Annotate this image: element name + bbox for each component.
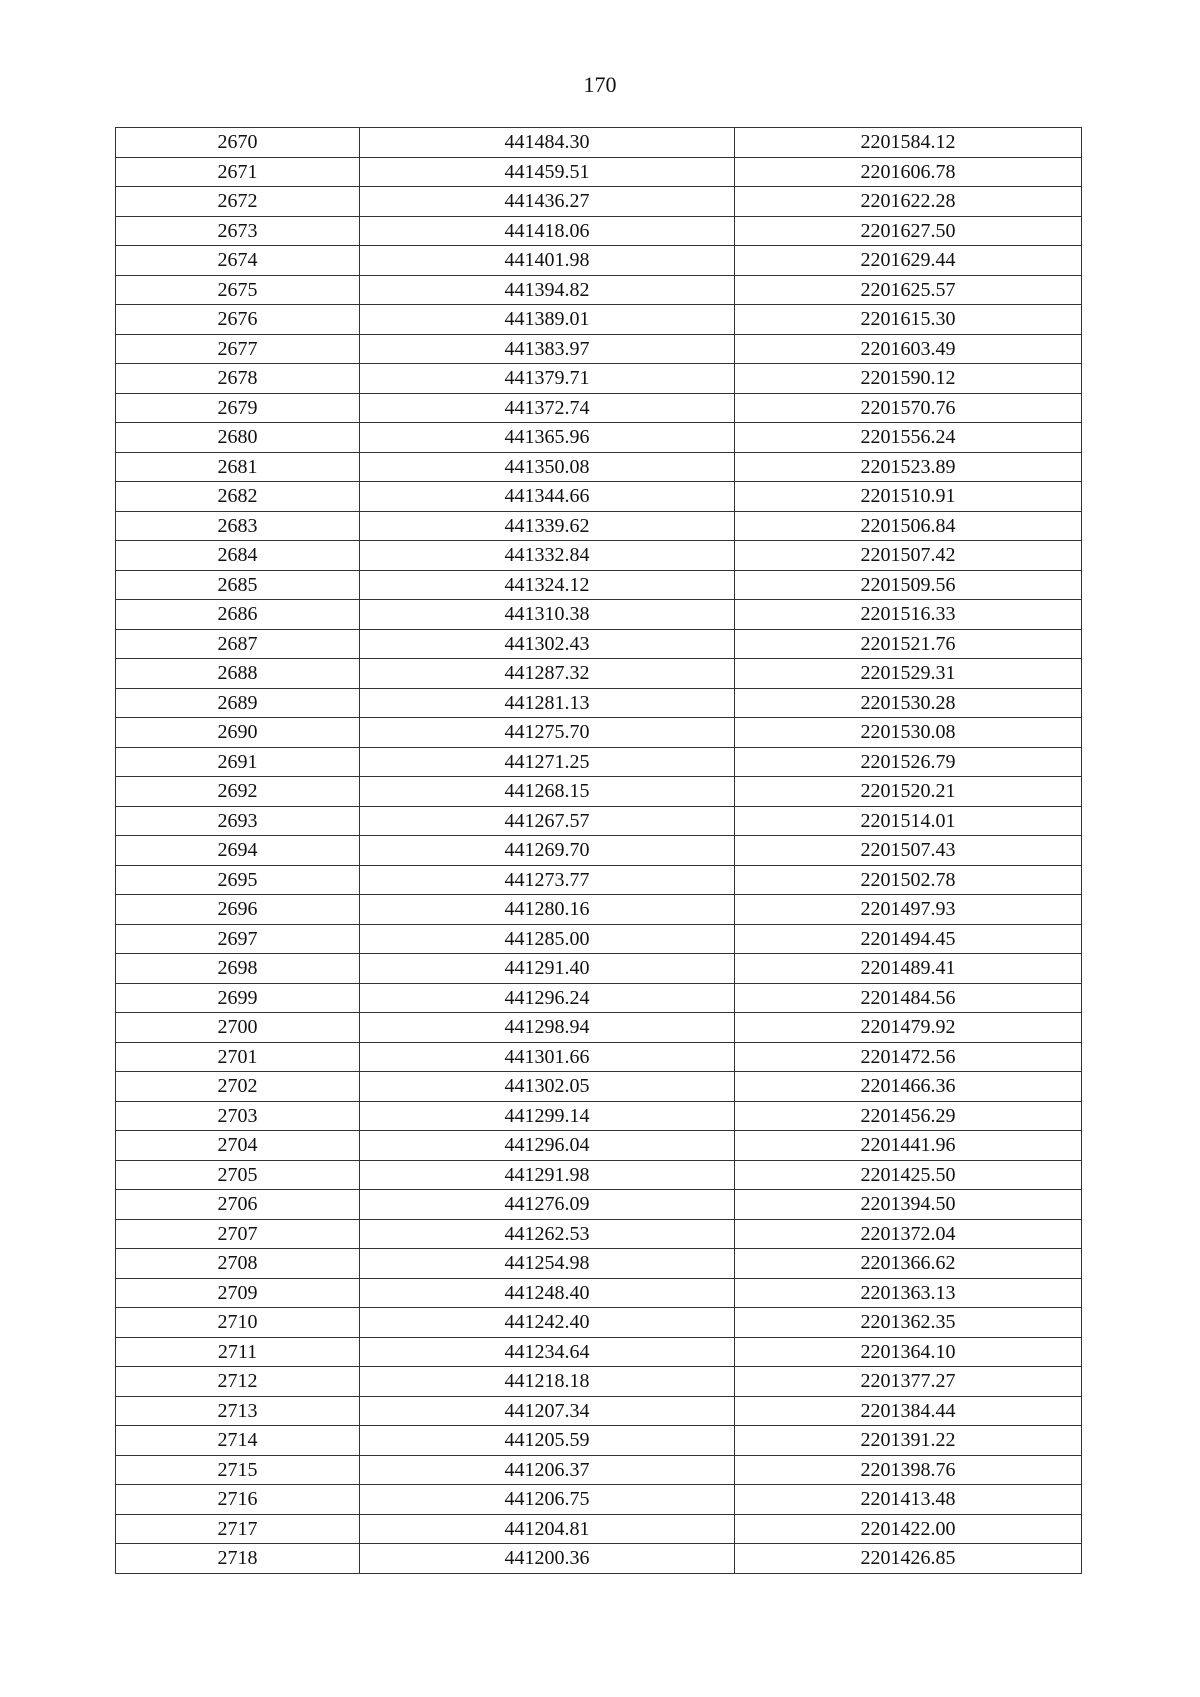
x-coordinate-cell: 441291.98 xyxy=(360,1160,735,1190)
point-number-cell: 2679 xyxy=(116,393,360,423)
x-coordinate-cell: 441389.01 xyxy=(360,305,735,335)
x-coordinate-cell: 441206.75 xyxy=(360,1485,735,1515)
x-coordinate-cell: 441291.40 xyxy=(360,954,735,984)
table-row xyxy=(116,806,1082,836)
y-coordinate-cell: 2201625.57 xyxy=(735,275,1082,305)
point-number-cell: 2703 xyxy=(116,1101,360,1131)
point-number-cell: 2685 xyxy=(116,570,360,600)
table-row xyxy=(116,1426,1082,1456)
point-number-cell: 2698 xyxy=(116,954,360,984)
table-row xyxy=(116,1101,1082,1131)
point-number-cell: 2700 xyxy=(116,1013,360,1043)
table-row xyxy=(116,187,1082,217)
point-number-cell: 2712 xyxy=(116,1367,360,1397)
point-number-cell: 2678 xyxy=(116,364,360,394)
y-coordinate-cell: 2201556.24 xyxy=(735,423,1082,453)
point-number-cell: 2690 xyxy=(116,718,360,748)
table-row xyxy=(116,541,1082,571)
table-row xyxy=(116,954,1082,984)
x-coordinate-cell: 441276.09 xyxy=(360,1190,735,1220)
table-row xyxy=(116,246,1082,276)
point-number-cell: 2714 xyxy=(116,1426,360,1456)
table-row xyxy=(116,777,1082,807)
y-coordinate-cell: 2201507.43 xyxy=(735,836,1082,866)
point-number-cell: 2691 xyxy=(116,747,360,777)
table-row xyxy=(116,924,1082,954)
point-number-cell: 2683 xyxy=(116,511,360,541)
point-number-cell: 2715 xyxy=(116,1455,360,1485)
table-row xyxy=(116,128,1082,158)
table-row xyxy=(116,1131,1082,1161)
x-coordinate-cell: 441350.08 xyxy=(360,452,735,482)
point-number-cell: 2676 xyxy=(116,305,360,335)
y-coordinate-cell: 2201364.10 xyxy=(735,1337,1082,1367)
coordinates-table xyxy=(115,127,1082,1574)
point-number-cell: 2673 xyxy=(116,216,360,246)
table-row xyxy=(116,895,1082,925)
y-coordinate-cell: 2201494.45 xyxy=(735,924,1082,954)
point-number-cell: 2681 xyxy=(116,452,360,482)
point-number-cell: 2696 xyxy=(116,895,360,925)
table-row xyxy=(116,452,1082,482)
point-number-cell: 2706 xyxy=(116,1190,360,1220)
y-coordinate-cell: 2201426.85 xyxy=(735,1544,1082,1574)
point-number-cell: 2710 xyxy=(116,1308,360,1338)
x-coordinate-cell: 441365.96 xyxy=(360,423,735,453)
y-coordinate-cell: 2201615.30 xyxy=(735,305,1082,335)
y-coordinate-cell: 2201372.04 xyxy=(735,1219,1082,1249)
x-coordinate-cell: 441280.16 xyxy=(360,895,735,925)
x-coordinate-cell: 441301.66 xyxy=(360,1042,735,1072)
point-number-cell: 2675 xyxy=(116,275,360,305)
table-row xyxy=(116,511,1082,541)
x-coordinate-cell: 441271.25 xyxy=(360,747,735,777)
point-number-cell: 2709 xyxy=(116,1278,360,1308)
y-coordinate-cell: 2201530.08 xyxy=(735,718,1082,748)
y-coordinate-cell: 2201584.12 xyxy=(735,128,1082,158)
y-coordinate-cell: 2201422.00 xyxy=(735,1514,1082,1544)
x-coordinate-cell: 441310.38 xyxy=(360,600,735,630)
y-coordinate-cell: 2201590.12 xyxy=(735,364,1082,394)
y-coordinate-cell: 2201570.76 xyxy=(735,393,1082,423)
table-row xyxy=(116,688,1082,718)
x-coordinate-cell: 441379.71 xyxy=(360,364,735,394)
x-coordinate-cell: 441204.81 xyxy=(360,1514,735,1544)
table-row xyxy=(116,747,1082,777)
x-coordinate-cell: 441302.43 xyxy=(360,629,735,659)
table-row xyxy=(116,364,1082,394)
x-coordinate-cell: 441418.06 xyxy=(360,216,735,246)
table-row xyxy=(116,1072,1082,1102)
table-row xyxy=(116,305,1082,335)
x-coordinate-cell: 441268.15 xyxy=(360,777,735,807)
table-row xyxy=(116,275,1082,305)
table-row xyxy=(116,1013,1082,1043)
table-row xyxy=(116,1278,1082,1308)
table-row xyxy=(116,1249,1082,1279)
table-row xyxy=(116,1308,1082,1338)
page-number: 170 xyxy=(583,72,617,97)
point-number-cell: 2701 xyxy=(116,1042,360,1072)
table-row xyxy=(116,1514,1082,1544)
y-coordinate-cell: 2201489.41 xyxy=(735,954,1082,984)
x-coordinate-cell: 441394.82 xyxy=(360,275,735,305)
point-number-cell: 2687 xyxy=(116,629,360,659)
table-row xyxy=(116,1219,1082,1249)
y-coordinate-cell: 2201523.89 xyxy=(735,452,1082,482)
x-coordinate-cell: 441205.59 xyxy=(360,1426,735,1456)
x-coordinate-cell: 441269.70 xyxy=(360,836,735,866)
table-row xyxy=(116,1190,1082,1220)
x-coordinate-cell: 441299.14 xyxy=(360,1101,735,1131)
y-coordinate-cell: 2201529.31 xyxy=(735,659,1082,689)
point-number-cell: 2705 xyxy=(116,1160,360,1190)
table-row xyxy=(116,482,1082,512)
x-coordinate-cell: 441248.40 xyxy=(360,1278,735,1308)
y-coordinate-cell: 2201603.49 xyxy=(735,334,1082,364)
y-coordinate-cell: 2201472.56 xyxy=(735,1042,1082,1072)
table-row xyxy=(116,1337,1082,1367)
table-row xyxy=(116,836,1082,866)
x-coordinate-cell: 441332.84 xyxy=(360,541,735,571)
x-coordinate-cell: 441275.70 xyxy=(360,718,735,748)
table-row xyxy=(116,983,1082,1013)
point-number-cell: 2711 xyxy=(116,1337,360,1367)
y-coordinate-cell: 2201510.91 xyxy=(735,482,1082,512)
point-number-cell: 2671 xyxy=(116,157,360,187)
y-coordinate-cell: 2201377.27 xyxy=(735,1367,1082,1397)
y-coordinate-cell: 2201520.21 xyxy=(735,777,1082,807)
y-coordinate-cell: 2201497.93 xyxy=(735,895,1082,925)
y-coordinate-cell: 2201366.62 xyxy=(735,1249,1082,1279)
x-coordinate-cell: 441344.66 xyxy=(360,482,735,512)
table-row xyxy=(116,718,1082,748)
point-number-cell: 2682 xyxy=(116,482,360,512)
table-row xyxy=(116,1396,1082,1426)
y-coordinate-cell: 2201514.01 xyxy=(735,806,1082,836)
point-number-cell: 2699 xyxy=(116,983,360,1013)
point-number-cell: 2702 xyxy=(116,1072,360,1102)
table-body xyxy=(116,128,1082,1574)
table-row xyxy=(116,1544,1082,1574)
point-number-cell: 2704 xyxy=(116,1131,360,1161)
y-coordinate-cell: 2201526.79 xyxy=(735,747,1082,777)
x-coordinate-cell: 441298.94 xyxy=(360,1013,735,1043)
point-number-cell: 2672 xyxy=(116,187,360,217)
x-coordinate-cell: 441207.34 xyxy=(360,1396,735,1426)
point-number-cell: 2677 xyxy=(116,334,360,364)
y-coordinate-cell: 2201627.50 xyxy=(735,216,1082,246)
x-coordinate-cell: 441262.53 xyxy=(360,1219,735,1249)
x-coordinate-cell: 441254.98 xyxy=(360,1249,735,1279)
point-number-cell: 2680 xyxy=(116,423,360,453)
table-row xyxy=(116,334,1082,364)
point-number-cell: 2713 xyxy=(116,1396,360,1426)
table-row xyxy=(116,865,1082,895)
y-coordinate-cell: 2201394.50 xyxy=(735,1190,1082,1220)
y-coordinate-cell: 2201363.13 xyxy=(735,1278,1082,1308)
point-number-cell: 2689 xyxy=(116,688,360,718)
x-coordinate-cell: 441436.27 xyxy=(360,187,735,217)
y-coordinate-cell: 2201391.22 xyxy=(735,1426,1082,1456)
x-coordinate-cell: 441484.30 xyxy=(360,128,735,158)
point-number-cell: 2707 xyxy=(116,1219,360,1249)
x-coordinate-cell: 441206.37 xyxy=(360,1455,735,1485)
y-coordinate-cell: 2201606.78 xyxy=(735,157,1082,187)
table-row xyxy=(116,1485,1082,1515)
table-row xyxy=(116,629,1082,659)
table-row xyxy=(116,1042,1082,1072)
point-number-cell: 2708 xyxy=(116,1249,360,1279)
x-coordinate-cell: 441324.12 xyxy=(360,570,735,600)
x-coordinate-cell: 441218.18 xyxy=(360,1367,735,1397)
y-coordinate-cell: 2201502.78 xyxy=(735,865,1082,895)
x-coordinate-cell: 441285.00 xyxy=(360,924,735,954)
y-coordinate-cell: 2201622.28 xyxy=(735,187,1082,217)
x-coordinate-cell: 441234.64 xyxy=(360,1337,735,1367)
x-coordinate-cell: 441296.24 xyxy=(360,983,735,1013)
y-coordinate-cell: 2201507.42 xyxy=(735,541,1082,571)
point-number-cell: 2692 xyxy=(116,777,360,807)
y-coordinate-cell: 2201484.56 xyxy=(735,983,1082,1013)
point-number-cell: 2688 xyxy=(116,659,360,689)
point-number-cell: 2718 xyxy=(116,1544,360,1574)
x-coordinate-cell: 441302.05 xyxy=(360,1072,735,1102)
table-row xyxy=(116,157,1082,187)
point-number-cell: 2684 xyxy=(116,541,360,571)
table-row xyxy=(116,1160,1082,1190)
point-number-cell: 2693 xyxy=(116,806,360,836)
point-number-cell: 2694 xyxy=(116,836,360,866)
x-coordinate-cell: 441383.97 xyxy=(360,334,735,364)
x-coordinate-cell: 441287.32 xyxy=(360,659,735,689)
y-coordinate-cell: 2201425.50 xyxy=(735,1160,1082,1190)
point-number-cell: 2686 xyxy=(116,600,360,630)
y-coordinate-cell: 2201466.36 xyxy=(735,1072,1082,1102)
x-coordinate-cell: 441459.51 xyxy=(360,157,735,187)
x-coordinate-cell: 441281.13 xyxy=(360,688,735,718)
point-number-cell: 2717 xyxy=(116,1514,360,1544)
table-row xyxy=(116,600,1082,630)
table-row xyxy=(116,570,1082,600)
y-coordinate-cell: 2201441.96 xyxy=(735,1131,1082,1161)
y-coordinate-cell: 2201384.44 xyxy=(735,1396,1082,1426)
y-coordinate-cell: 2201479.92 xyxy=(735,1013,1082,1043)
y-coordinate-cell: 2201521.76 xyxy=(735,629,1082,659)
table-row xyxy=(116,1455,1082,1485)
x-coordinate-cell: 441296.04 xyxy=(360,1131,735,1161)
y-coordinate-cell: 2201398.76 xyxy=(735,1455,1082,1485)
y-coordinate-cell: 2201629.44 xyxy=(735,246,1082,276)
y-coordinate-cell: 2201509.56 xyxy=(735,570,1082,600)
point-number-cell: 2716 xyxy=(116,1485,360,1515)
x-coordinate-cell: 441339.62 xyxy=(360,511,735,541)
y-coordinate-cell: 2201506.84 xyxy=(735,511,1082,541)
table-row xyxy=(116,1367,1082,1397)
point-number-cell: 2697 xyxy=(116,924,360,954)
y-coordinate-cell: 2201362.35 xyxy=(735,1308,1082,1338)
y-coordinate-cell: 2201530.28 xyxy=(735,688,1082,718)
point-number-cell: 2695 xyxy=(116,865,360,895)
y-coordinate-cell: 2201456.29 xyxy=(735,1101,1082,1131)
x-coordinate-cell: 441401.98 xyxy=(360,246,735,276)
y-coordinate-cell: 2201413.48 xyxy=(735,1485,1082,1515)
y-coordinate-cell: 2201516.33 xyxy=(735,600,1082,630)
x-coordinate-cell: 441267.57 xyxy=(360,806,735,836)
x-coordinate-cell: 441372.74 xyxy=(360,393,735,423)
x-coordinate-cell: 441242.40 xyxy=(360,1308,735,1338)
table-row xyxy=(116,423,1082,453)
point-number-cell: 2674 xyxy=(116,246,360,276)
table-row xyxy=(116,393,1082,423)
x-coordinate-cell: 441200.36 xyxy=(360,1544,735,1574)
table-row xyxy=(116,659,1082,689)
table-row xyxy=(116,216,1082,246)
x-coordinate-cell: 441273.77 xyxy=(360,865,735,895)
point-number-cell: 2670 xyxy=(116,128,360,158)
